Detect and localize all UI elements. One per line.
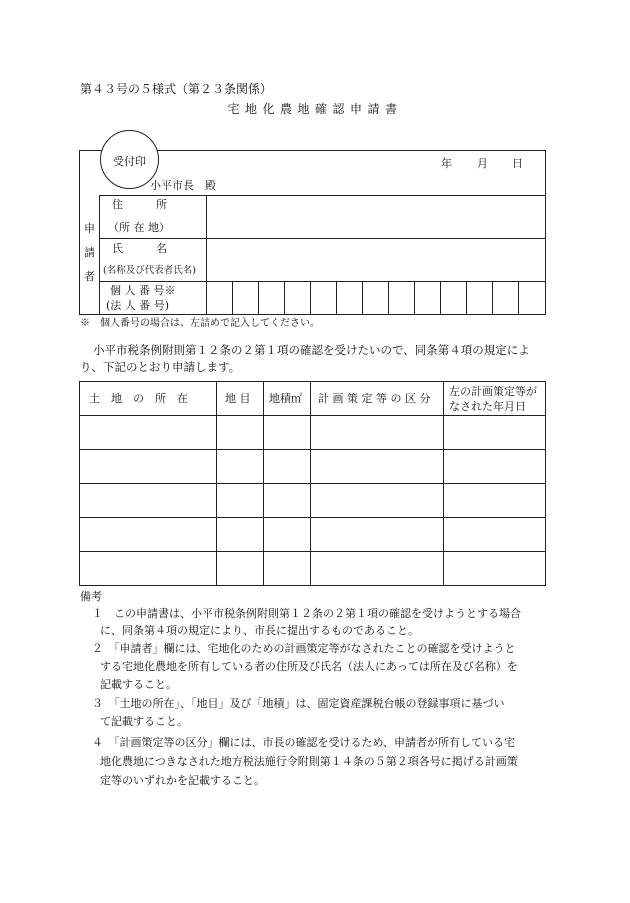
land-table-col-line [443,381,444,585]
col-land-location: 土 地 の 所 在 [89,392,188,405]
reception-stamp-label: 受付印 [113,155,146,168]
applicant-section-char: 請 [84,246,95,259]
land-table-col-line [216,381,217,585]
remark-line: 定等のいずれかを記載すること。 [100,774,265,787]
applicant-section-divider [99,195,100,314]
top-box-right-line [545,150,546,314]
form-title: 宅地化農地確認申請書 [227,102,403,116]
number-note: ※ 個人番号の場合は、左詰めで記入してください。 [80,318,320,329]
name-sublabel: (名称及び代表者氏名) [103,265,196,276]
remark-line: ４ 「計画策定等の区分」欄には、市長の確認を受けるため、申請者が所有している宅 [92,736,516,749]
request-text-line: 小平市税条例附則第１２条の２第１項の確認を受けたいので、同条第４項の規定によ [93,343,530,357]
land-table-header-line [79,415,546,416]
land-table-bottom-line [79,585,546,586]
top-box-left-line [79,150,80,314]
land-table-col-line [310,381,311,585]
address-bottom-line [206,238,546,239]
land-table-top-line [79,381,546,382]
number-cell-divider [518,281,519,314]
applicant-label-divider [206,195,207,314]
col-land-area: 地積㎡ [269,392,302,405]
col-plan-date-line2: なされた年月日 [449,400,526,413]
number-cell-divider [466,281,467,314]
number-cell-divider [388,281,389,314]
date-month-label: 月 [477,157,488,170]
remark-line: に、同条第４項の規定により、市長に提出するものであること。 [100,624,419,637]
land-table-left-line [79,381,80,585]
applicant-section-char: 者 [84,270,95,283]
address-label-bottom-line [99,238,207,239]
land-table-row-line [79,483,546,484]
number-cell-divider [362,281,363,314]
request-text-line: り、下記のとおり申請します。 [80,360,241,374]
number-cell-divider [310,281,311,314]
remark-line: 地化農地につきなされた地方税法施行令附則第１４条の５第２項各号に掲げる計画策 [100,755,518,768]
remark-line: １ この申請書は、小平市税条例附則第１２条の２第１項の確認を受けようとする場合 [92,607,521,620]
number-cell-divider [258,281,259,314]
land-table-row-line [79,517,546,518]
form-number: 第４３号の５様式（第２３条関係） [80,82,273,96]
name-bottom-line [99,281,546,282]
corporate-number-label: (法 人 番 号) [106,299,170,312]
applicant-top-line [99,195,546,196]
remark-line: ３ 「土地の所在」、「地目」及び「地積」は、固定資産課税台帳の登録事項に基づい [92,697,505,710]
remark-line: 記載すること。 [100,678,177,691]
number-cell-divider [232,281,233,314]
number-cell-divider [284,281,285,314]
col-land-category: 地 目 [225,392,251,405]
remarks-heading: 備考 [80,590,102,603]
number-cell-divider [492,281,493,314]
individual-number-label: 個 人 番 号※ [110,284,176,297]
date-day-label: 日 [512,157,523,170]
remark-line: ２ 「申請者」欄には、宅地化のための計画策定等がなされたことの確認を受けようと [92,642,516,655]
col-plan-date-line1: 左の計画策定等が [449,385,537,398]
land-table-right-line [545,381,546,585]
addressee: 小平市長 殿 [150,179,216,192]
date-year-label: 年 [441,157,452,170]
number-cell-divider [336,281,337,314]
land-table-col-line [263,381,264,585]
applicant-section-char: 申 [84,222,95,235]
number-cell-divider [440,281,441,314]
address-sublabel: （所 在 地） [108,221,170,234]
number-cell-divider [414,281,415,314]
remark-line: て記載すること。 [100,715,188,728]
address-label: 住 所 [112,198,167,211]
top-box-bottom-line [79,314,546,315]
name-label: 氏 名 [112,242,167,255]
remark-line: する宅地化農地を所有している者の住所及び氏名（法人にあっては所在及び名称）を [100,660,518,673]
col-plan-category: 計 画 策 定 等 の 区 分 [318,392,431,405]
land-table-row-line [79,551,546,552]
land-table-row-line [79,449,546,450]
